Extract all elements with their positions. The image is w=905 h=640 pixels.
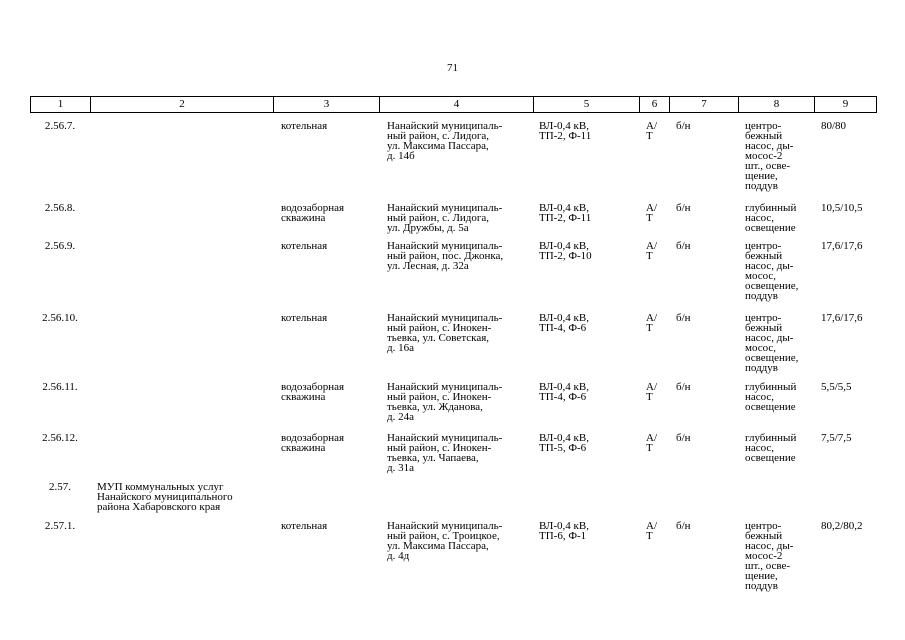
power-value: 17,6/17,6 [821, 240, 863, 252]
power-line: ВЛ-0,4 кВ, ТП-4, Ф-6 [539, 381, 589, 403]
equipment: глубинный насос, освещение [745, 381, 797, 413]
equipment: центро- бежный насос, ды- мосос, освещение, поддув [745, 240, 799, 302]
column-header: 1 [31, 97, 91, 113]
number: б/н [676, 240, 691, 252]
power-value: 80/80 [821, 120, 847, 132]
number: б/н [676, 202, 691, 214]
equipment: глубинный насос, освещение [745, 202, 797, 234]
column-header: 9 [815, 97, 877, 113]
power-line: ВЛ-0,4 кВ, ТП-4, Ф-6 [539, 312, 589, 334]
object-type: водозаборная скважина [281, 432, 345, 454]
power-line: ВЛ-0,4 кВ, ТП-2, Ф-11 [539, 202, 592, 224]
category: А/ Т [646, 240, 657, 262]
column-header: 3 [274, 97, 380, 113]
address: Нанайский муниципаль- ный район, с. Троицкое, ул. Максима Пассара, д. 4д [387, 520, 503, 562]
row-number: 2.56.12. [42, 432, 78, 444]
object-type: котельная [281, 240, 328, 252]
power-line: ВЛ-0,4 кВ, ТП-5, Ф-6 [539, 432, 589, 454]
power-value: 10,5/10,5 [821, 202, 863, 214]
address: Нанайский муниципаль- ный район, с. Инокен- тьевка, ул. Советская, д. 16а [387, 312, 503, 354]
row-number: 2.56.9. [44, 240, 76, 252]
equipment: центро- бежный насос, ды- мосос-2 шт., осве- щение, поддув [745, 520, 794, 592]
row-number: 2.56.7. [44, 120, 76, 132]
column-header: 4 [380, 97, 534, 113]
equipment: глубинный насос, освещение [745, 432, 797, 464]
row-number: 2.56.10. [42, 312, 78, 324]
power-value: 5,5/5,5 [821, 381, 852, 393]
power-value: 17,6/17,6 [821, 312, 863, 324]
power-value: 80,2/80,2 [821, 520, 863, 532]
power-line: ВЛ-0,4 кВ, ТП-6, Ф-1 [539, 520, 589, 542]
equipment: центро- бежный насос, ды- мосос-2 шт., осве- щение, поддув [745, 120, 794, 192]
address: Нанайский муниципаль- ный район, с. Инокен- тьевка, ул. Жданова, д. 24а [387, 381, 503, 423]
column-header: 6 [640, 97, 670, 113]
number: б/н [676, 520, 691, 532]
object-type: котельная [281, 120, 328, 132]
number: б/н [676, 120, 691, 132]
category: А/ Т [646, 520, 657, 542]
category: А/ Т [646, 312, 657, 334]
address: Нанайский муниципаль- ный район, с. Лидога, ул. Дружбы, д. 5а [387, 202, 503, 234]
category: А/ Т [646, 432, 657, 454]
category: А/ Т [646, 120, 657, 142]
column-header: 5 [534, 97, 640, 113]
power-line: ВЛ-0,4 кВ, ТП-2, Ф-10 [539, 240, 592, 262]
address: Нанайский муниципаль- ный район, пос. Джонка, ул. Лесная, д. 32а [387, 240, 504, 272]
column-header: 7 [670, 97, 739, 113]
category: А/ Т [646, 202, 657, 224]
object-type: котельная [281, 312, 328, 324]
organization: МУП коммунальных услуг Нанайского муниципального района Хабаровского края [97, 481, 233, 513]
object-type: водозаборная скважина [281, 202, 345, 224]
row-number: 2.57. [49, 481, 71, 493]
equipment: центро- бежный насос, ды- мосос, освещение, поддув [745, 312, 799, 374]
number: б/н [676, 381, 691, 393]
power-value: 7,5/7,5 [821, 432, 852, 444]
column-header: 2 [91, 97, 274, 113]
number: б/н [676, 312, 691, 324]
object-type: водозаборная скважина [281, 381, 345, 403]
page-number: 71 [447, 62, 458, 74]
row-number: 2.56.11. [42, 381, 78, 393]
address: Нанайский муниципаль- ный район, с. Лидога, ул. Максима Пассара, д. 14б [387, 120, 503, 162]
number: б/н [676, 432, 691, 444]
column-header: 8 [739, 97, 815, 113]
address: Нанайский муниципаль- ный район, с. Инокен- тьевка, ул. Чапаева, д. 31а [387, 432, 503, 474]
object-type: котельная [281, 520, 328, 532]
power-line: ВЛ-0,4 кВ, ТП-2, Ф-11 [539, 120, 592, 142]
category: А/ Т [646, 381, 657, 403]
row-number: 2.56.8. [44, 202, 76, 214]
row-number: 2.57.1. [44, 520, 76, 532]
